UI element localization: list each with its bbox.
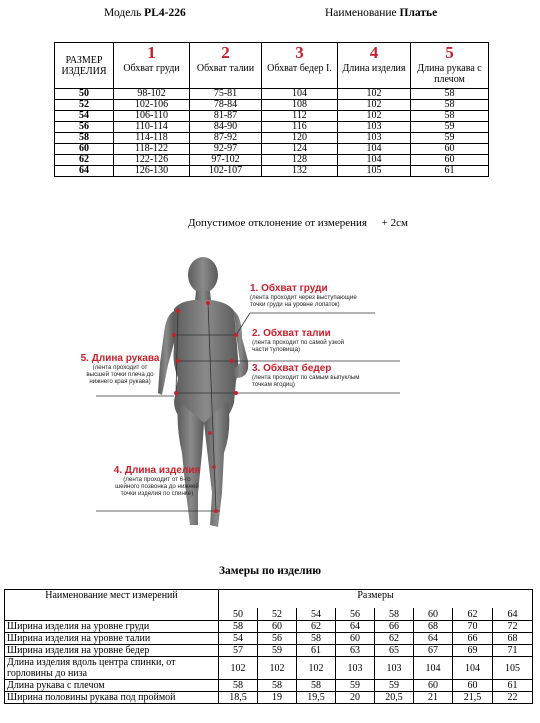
garment-measurements-table xyxy=(4,589,533,704)
value-cell: 122-126 xyxy=(114,155,190,166)
measurement-value: 58 xyxy=(297,633,336,645)
value-cell: 110-114 xyxy=(114,122,190,133)
size-cell: 62 xyxy=(55,155,114,166)
measurement-value: 102 xyxy=(297,657,336,680)
size-row xyxy=(55,111,489,122)
size-header-cell: 60 xyxy=(414,608,453,620)
measurement-value: 58 xyxy=(219,621,258,633)
measurement-name: Ширина половины рукава под проймой xyxy=(5,692,219,704)
annotation-note-line: (лента проходит от xyxy=(92,364,148,371)
measurement-name: Длина рукава с плечом xyxy=(5,680,219,692)
name-label: Наименование xyxy=(325,7,397,19)
col-label: Обхват талии xyxy=(190,63,262,89)
col-number: 3 xyxy=(262,43,338,64)
size-header-cell: 58 xyxy=(375,608,414,620)
value-cell: 60 xyxy=(411,144,489,155)
value-cell: 98-102 xyxy=(114,89,190,100)
value-cell: 75-81 xyxy=(190,89,262,100)
measurement-value: 71 xyxy=(493,645,533,657)
measurement-value: 61 xyxy=(297,645,336,657)
annotation-note-line: части туловища) xyxy=(252,346,301,353)
value-cell: 132 xyxy=(262,166,338,177)
annotation-note-line: шейного позвонка до нижней xyxy=(115,483,199,490)
measurement-value: 21 xyxy=(414,692,453,704)
measurement-value: 64 xyxy=(336,621,375,633)
annotation-note-line: точки изделия по спинке) xyxy=(120,490,194,497)
size-row xyxy=(55,166,489,177)
annotation-title: 3. Обхват бедер xyxy=(252,363,332,374)
measurement-name: Ширина изделия на уровне груди xyxy=(5,621,219,633)
value-cell: 126-130 xyxy=(114,166,190,177)
value-cell: 114-118 xyxy=(114,133,190,144)
measurement-row xyxy=(5,692,533,704)
measurement-value: 59 xyxy=(336,680,375,692)
size-header-cell: 50 xyxy=(219,608,258,620)
measurement-value: 70 xyxy=(453,621,493,633)
col-label: Длина рукава с плечом xyxy=(411,63,489,89)
measurements-title: Замеры по изделию xyxy=(218,565,322,577)
value-cell: 118-122 xyxy=(114,144,190,155)
measurement-value: 60 xyxy=(258,621,297,633)
size-row xyxy=(55,133,489,144)
measurement-row xyxy=(5,633,533,645)
measurement-value: 104 xyxy=(414,657,453,680)
measurement-value: 103 xyxy=(336,657,375,680)
col-label: Обхват груди xyxy=(114,63,190,89)
measurement-value: 19,5 xyxy=(297,692,336,704)
model-label: Модель xyxy=(104,7,142,19)
measurement-name-header: Наименование мест измерений xyxy=(5,590,219,621)
model-value: PL4-226 xyxy=(144,7,186,19)
size-header-cell: 64 xyxy=(493,608,533,620)
annotation-note-line: (лента проходит по самой узкой xyxy=(252,339,345,346)
annotation-title: 1. Обхват груди xyxy=(250,283,328,294)
size-row xyxy=(55,155,489,166)
value-cell: 59 xyxy=(411,133,489,144)
annotation-sleeve xyxy=(70,353,170,385)
value-cell: 112 xyxy=(262,111,338,122)
value-cell: 87-92 xyxy=(190,133,262,144)
annotation-hips xyxy=(252,363,360,388)
annotation-title: 4. Длина изделия xyxy=(113,465,201,476)
value-cell: 106-110 xyxy=(114,111,190,122)
value-cell: 108 xyxy=(262,100,338,111)
measurement-value: 20,5 xyxy=(375,692,414,704)
measurement-value: 68 xyxy=(414,621,453,633)
value-cell: 104 xyxy=(262,89,338,100)
value-cell: 102-106 xyxy=(114,100,190,111)
annotation-note-line: нижнего края рукава) xyxy=(89,378,151,385)
measurement-value: 18,5 xyxy=(219,692,258,704)
value-cell: 59 xyxy=(411,122,489,133)
annotation-note-line: (лента проходит через выступающие xyxy=(250,294,357,301)
measurement-value: 104 xyxy=(453,657,493,680)
annotation-note-line: (лента проходит от 6-го xyxy=(123,476,191,483)
measurement-value: 68 xyxy=(493,633,533,645)
col-label: Длина изделия xyxy=(338,63,411,89)
name-value: Платье xyxy=(399,7,438,19)
col-label: Обхват бедер I. xyxy=(262,63,338,89)
measurement-value: 66 xyxy=(453,633,493,645)
measurement-value: 19 xyxy=(258,692,297,704)
col-number: 5 xyxy=(411,43,489,64)
value-cell: 58 xyxy=(411,100,489,111)
size-chart-table xyxy=(54,42,489,177)
annotation-title: 5. Длина рукава xyxy=(80,353,160,364)
col-number: 4 xyxy=(338,43,411,64)
value-cell: 105 xyxy=(338,166,411,177)
size-cell: 52 xyxy=(55,100,114,111)
value-cell: 92-97 xyxy=(190,144,262,155)
measurement-value: 58 xyxy=(297,680,336,692)
measurement-row xyxy=(5,657,533,680)
measurement-value: 20 xyxy=(336,692,375,704)
size-header-cell: 56 xyxy=(336,608,375,620)
body-measurement-figure xyxy=(80,253,490,545)
model-line xyxy=(104,7,186,19)
size-row xyxy=(55,144,489,155)
measurement-value: 54 xyxy=(219,633,258,645)
measurement-value: 65 xyxy=(375,645,414,657)
measurement-value: 66 xyxy=(375,621,414,633)
size-cell: 60 xyxy=(55,144,114,155)
value-cell: 103 xyxy=(338,122,411,133)
value-cell: 104 xyxy=(338,144,411,155)
size-header-cell: 62 xyxy=(453,608,493,620)
annotation-chest xyxy=(250,283,357,308)
value-cell: 128 xyxy=(262,155,338,166)
value-cell: 120 xyxy=(262,133,338,144)
annotation-waist xyxy=(252,328,344,353)
value-cell: 58 xyxy=(411,89,489,100)
measurement-value: 103 xyxy=(375,657,414,680)
annotation-length xyxy=(98,465,216,497)
measurement-value: 64 xyxy=(414,633,453,645)
size-header-cell: 52 xyxy=(258,608,297,620)
measurement-value: 59 xyxy=(258,645,297,657)
value-cell: 78-84 xyxy=(190,100,262,111)
col-number: 1 xyxy=(114,43,190,64)
measurement-value: 60 xyxy=(453,680,493,692)
value-cell: 102-107 xyxy=(190,166,262,177)
size-cell: 54 xyxy=(55,111,114,122)
tolerance-note xyxy=(188,217,408,229)
measurement-value: 60 xyxy=(414,680,453,692)
value-cell: 84-90 xyxy=(190,122,262,133)
size-header-cell: 54 xyxy=(297,608,336,620)
measurement-row xyxy=(5,680,533,692)
size-cell: 56 xyxy=(55,122,114,133)
tolerance-text: Допустимое отклонение от измерения xyxy=(188,217,367,229)
size-cell: 50 xyxy=(55,89,114,100)
measurement-value: 61 xyxy=(493,680,533,692)
annotation-note-line: точкам ягодиц) xyxy=(252,381,295,388)
measurement-row xyxy=(5,645,533,657)
sizes-header: Размеры xyxy=(219,590,533,609)
measurement-value: 58 xyxy=(258,680,297,692)
measurement-name: Ширина изделия на уровне бедер xyxy=(5,645,219,657)
measurement-name: Ширина изделия на уровне талии xyxy=(5,633,219,645)
size-cell: 58 xyxy=(55,133,114,144)
measurement-value: 102 xyxy=(219,657,258,680)
measurement-value: 22 xyxy=(493,692,533,704)
measurement-value: 57 xyxy=(219,645,258,657)
value-cell: 102 xyxy=(338,89,411,100)
measurement-value: 58 xyxy=(219,680,258,692)
measurement-value: 60 xyxy=(336,633,375,645)
value-cell: 97-102 xyxy=(190,155,262,166)
tolerance-value: + 2см xyxy=(381,217,408,229)
measurement-row xyxy=(5,621,533,633)
value-cell: 102 xyxy=(338,111,411,122)
value-cell: 60 xyxy=(411,155,489,166)
value-cell: 103 xyxy=(338,133,411,144)
measurement-value: 67 xyxy=(414,645,453,657)
annotation-note-line: высшей точки плеча до xyxy=(86,371,154,378)
value-cell: 81-87 xyxy=(190,111,262,122)
measurement-value: 105 xyxy=(493,657,533,680)
size-row xyxy=(55,100,489,111)
value-cell: 58 xyxy=(411,111,489,122)
size-row xyxy=(55,122,489,133)
value-cell: 116 xyxy=(262,122,338,133)
measurement-value: 102 xyxy=(258,657,297,680)
measurement-value: 72 xyxy=(493,621,533,633)
col-number: 2 xyxy=(190,43,262,64)
value-cell: 124 xyxy=(262,144,338,155)
measurement-value: 63 xyxy=(336,645,375,657)
measurement-value: 56 xyxy=(258,633,297,645)
measurement-value: 62 xyxy=(297,621,336,633)
value-cell: 102 xyxy=(338,100,411,111)
annotation-note-line: (лента проходит по самым выпуклым xyxy=(252,374,360,381)
size-cell: 64 xyxy=(55,166,114,177)
size-corner-label: РАЗМЕР ИЗДЕЛИЯ xyxy=(55,43,114,89)
measurement-value: 21,5 xyxy=(453,692,493,704)
value-cell: 61 xyxy=(411,166,489,177)
name-line xyxy=(325,7,437,19)
size-row xyxy=(55,89,489,100)
measurement-name: Длина изделия вдоль центра спинки, от горловины до низа xyxy=(5,657,219,680)
annotation-note-line: точки груди на уровне лопаток) xyxy=(250,301,340,308)
annotation-title: 2. Обхват талии xyxy=(252,328,331,339)
measurement-value: 69 xyxy=(453,645,493,657)
value-cell: 104 xyxy=(338,155,411,166)
measurement-value: 59 xyxy=(375,680,414,692)
measurement-value: 62 xyxy=(375,633,414,645)
